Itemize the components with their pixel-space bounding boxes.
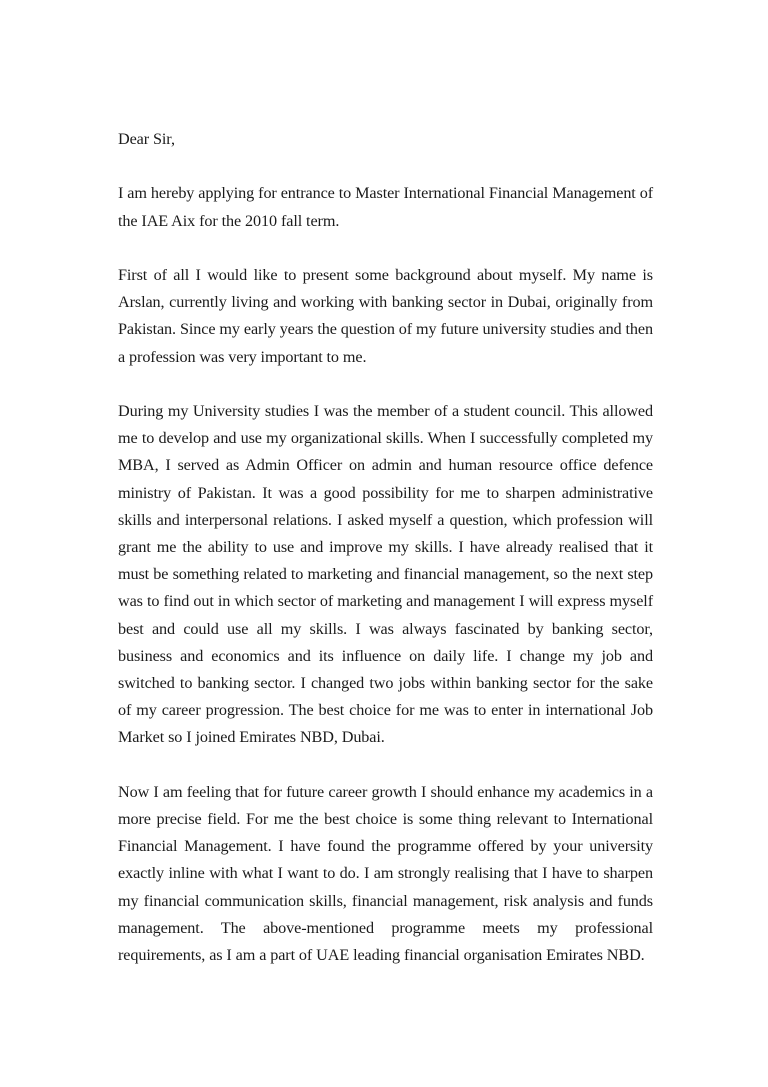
salutation: Dear Sir, bbox=[118, 130, 175, 148]
paragraph-application: I am hereby applying for entrance to Master International Financial Management of the IAE Aix for the 2010 fall term. bbox=[118, 184, 653, 230]
paragraph-background: First of all I would like to present some background about myself. My name is Arslan, currently living and working with banking sector in Dubai, originally from Pakistan. Since my early years the question of my future university studies and then a profession was very important to me. bbox=[118, 265, 653, 366]
paragraph-career-history: During my University studies I was the member of a student council. This allowed me to develop and use my organizational skills. When I successfully completed my MBA, I served as Admin Officer on admin and human resource office defence ministry of Pakistan. It was a good possibility for me to sharpen administrative skills and interpersonal relations. I asked myself a question, which profession will grant me the ability to use and improve my skills. I have already realised that it must be something related to marketing and financial management, so the next step was to find out in which sector of marketing and management I will express myself best and could use all my skills. I was always fascinated by banking sector, business and economics and its influence on daily life. I change my job and switched to banking sector. I changed two jobs within banking sector for the sake of my career progression. The best choice for me was to enter in international Job Market so I joined Emirates NBD, Dubai. bbox=[118, 401, 653, 747]
paragraph-motivation: Now I am feeling that for future career growth I should enhance my academics in a more precise field. For me the best choice is some thing relevant to International Financial Management. I have found the programme offered by your university exactly inline with what I want to do. I am strongly realising that I have to sharpen my financial communication skills, financial management, risk analysis and funds management. The above-mentioned programme meets my professional requirements, as I am a part of UAE leading financial organisation Emirates NBD. bbox=[118, 782, 653, 965]
